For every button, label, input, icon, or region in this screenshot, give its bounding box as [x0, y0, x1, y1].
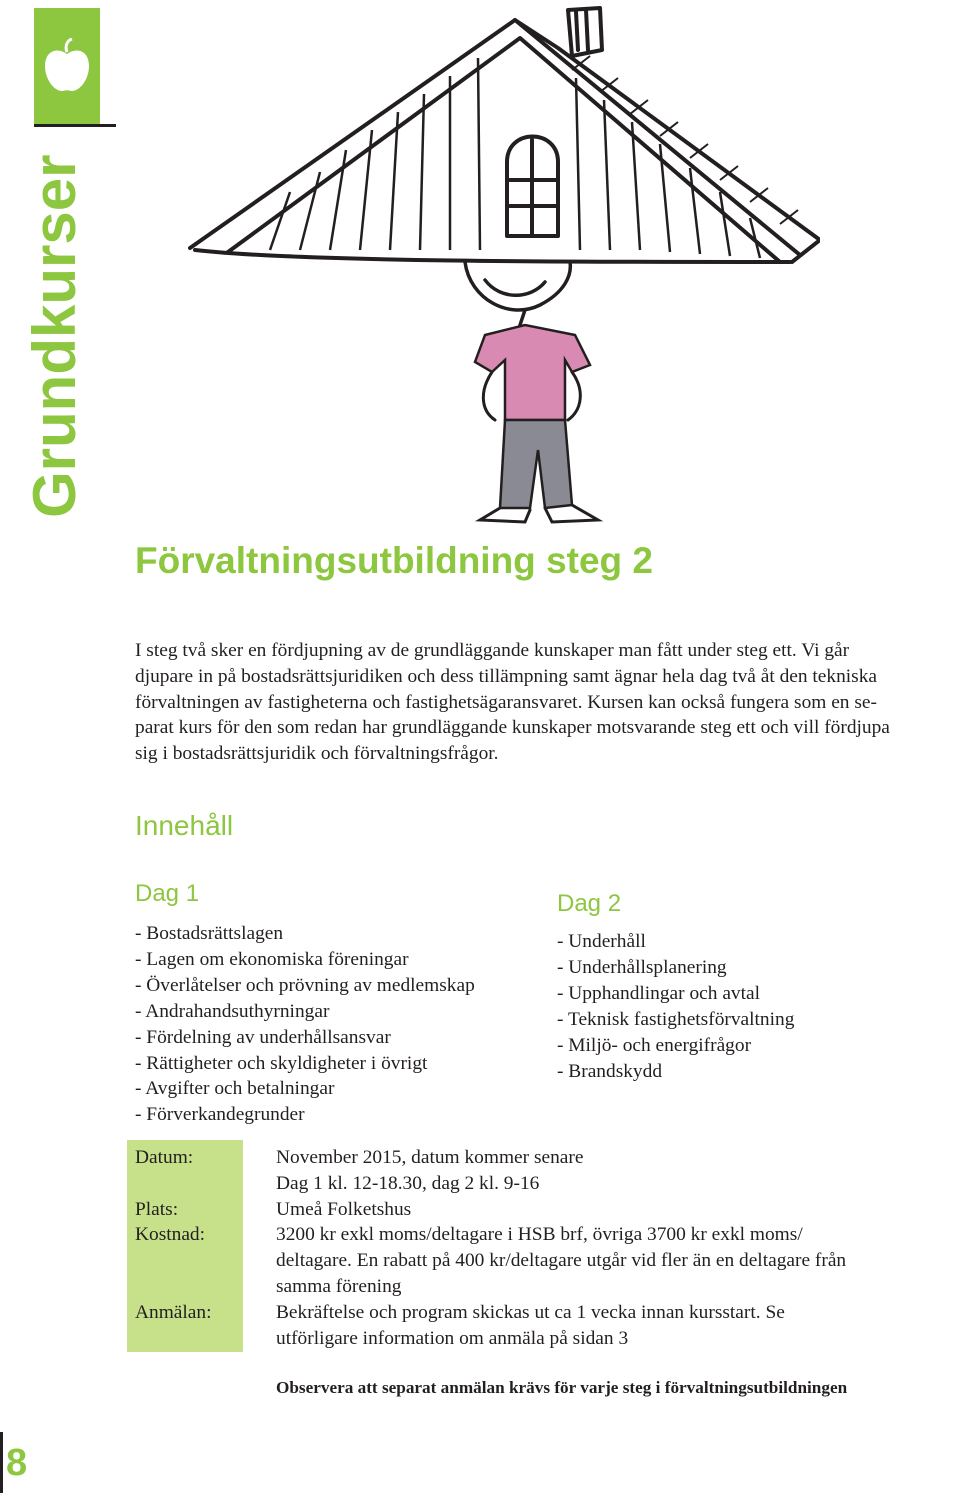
- section-title-vertical: [20, 148, 90, 518]
- tab-underline: [34, 124, 116, 127]
- intro-paragraph: [135, 638, 950, 767]
- page-number-bar: [0, 1432, 3, 1493]
- page-title: Förvaltningsutbildning steg 2: [135, 540, 653, 581]
- cost-label: Kostnad:: [135, 1224, 206, 1245]
- place-label: Plats:: [135, 1199, 179, 1220]
- list-item: - Förverkandegrunder: [135, 1104, 305, 1126]
- day1-heading: Dag 1: [135, 880, 200, 907]
- list-item: - Rättigheter och skyldigheter i övrigt: [135, 1052, 428, 1074]
- apple-tab: [34, 8, 100, 126]
- list-item: - Teknisk fastighetsförvaltning: [557, 1008, 795, 1030]
- cost-line: 3200 kr exkl moms/deltagare i HSB brf, övriga 3700 kr exkl moms/: [276, 1224, 803, 1245]
- section-title: Grundkurser: [21, 154, 88, 518]
- intro-line: sig i bostadsrättsjuridik och förvaltningsfrågor.: [135, 743, 499, 765]
- cost-line: deltagare. En rabatt på 400 kr/deltagare utgår vid fler än en deltagare från: [276, 1249, 847, 1271]
- intro-line: parat kurs för den som redan har grundläggande kunskaper motsvarande steg ett och vill fördjupa: [135, 717, 890, 739]
- signup-label: Anmälan:: [135, 1302, 212, 1323]
- cost-value: [276, 1222, 936, 1300]
- day2-heading: Dag 2: [557, 890, 622, 917]
- list-item: - Lagen om ekonomiska föreningar: [135, 948, 409, 970]
- list-item: - Fördelning av underhållsansvar: [135, 1026, 391, 1048]
- signup-line: utförligare information om anmäla på sidan 3: [276, 1327, 629, 1349]
- list-item: - Överlåtelser och prövning av medlemskap: [135, 974, 475, 996]
- list-item: - Underhållsplanering: [557, 956, 727, 978]
- list-item: - Bostadsrättslagen: [135, 923, 284, 944]
- list-item: - Upphandlingar och avtal: [557, 982, 760, 1004]
- signup-value: [276, 1300, 936, 1352]
- list-item: - Underhåll: [557, 931, 646, 952]
- important-note: Observera att separat anmälan krävs för varje steg i förvaltningsutbildningen: [276, 1378, 848, 1397]
- list-item: - Miljö- och energifrågor: [557, 1034, 752, 1056]
- place-value: Umeå Folketshus: [276, 1199, 412, 1220]
- intro-line: djupare in på bostadsrättsjuridiken och dess tillämpning samt ägnar hela dag två åt den tekniska: [135, 665, 878, 687]
- date-line: November 2015, datum kommer senare: [276, 1147, 584, 1168]
- day2-list: [557, 929, 794, 1084]
- signup-line: Bekräftelse och program skickas ut ca 1 vecka innan kursstart. Se: [276, 1302, 785, 1323]
- date-value: [276, 1145, 936, 1197]
- list-item: - Avgifter och betalningar: [135, 1078, 335, 1100]
- apple-icon: [42, 38, 92, 94]
- list-item: - Andrahandsuthyrningar: [135, 1000, 330, 1022]
- intro-line: I steg två sker en fördjupning av de grundläggande kunskaper man fått under steg ett. Vi går: [135, 640, 850, 661]
- intro-line: förvaltningen av fastigheterna och fastighetsägaransvaret. Kursen kan också fungera som en se-: [135, 691, 877, 713]
- content-heading: Innehåll: [135, 810, 234, 841]
- day1-list: [135, 921, 475, 1128]
- date-label: Datum:: [135, 1147, 194, 1168]
- date-line: Dag 1 kl. 12-18.30, dag 2 kl. 9-16: [276, 1172, 540, 1194]
- cost-line: samma förening: [276, 1275, 402, 1297]
- list-item: - Brandskydd: [557, 1060, 663, 1082]
- house-roof-person-illustration: [180, 0, 820, 540]
- page-number: 8: [6, 1442, 28, 1484]
